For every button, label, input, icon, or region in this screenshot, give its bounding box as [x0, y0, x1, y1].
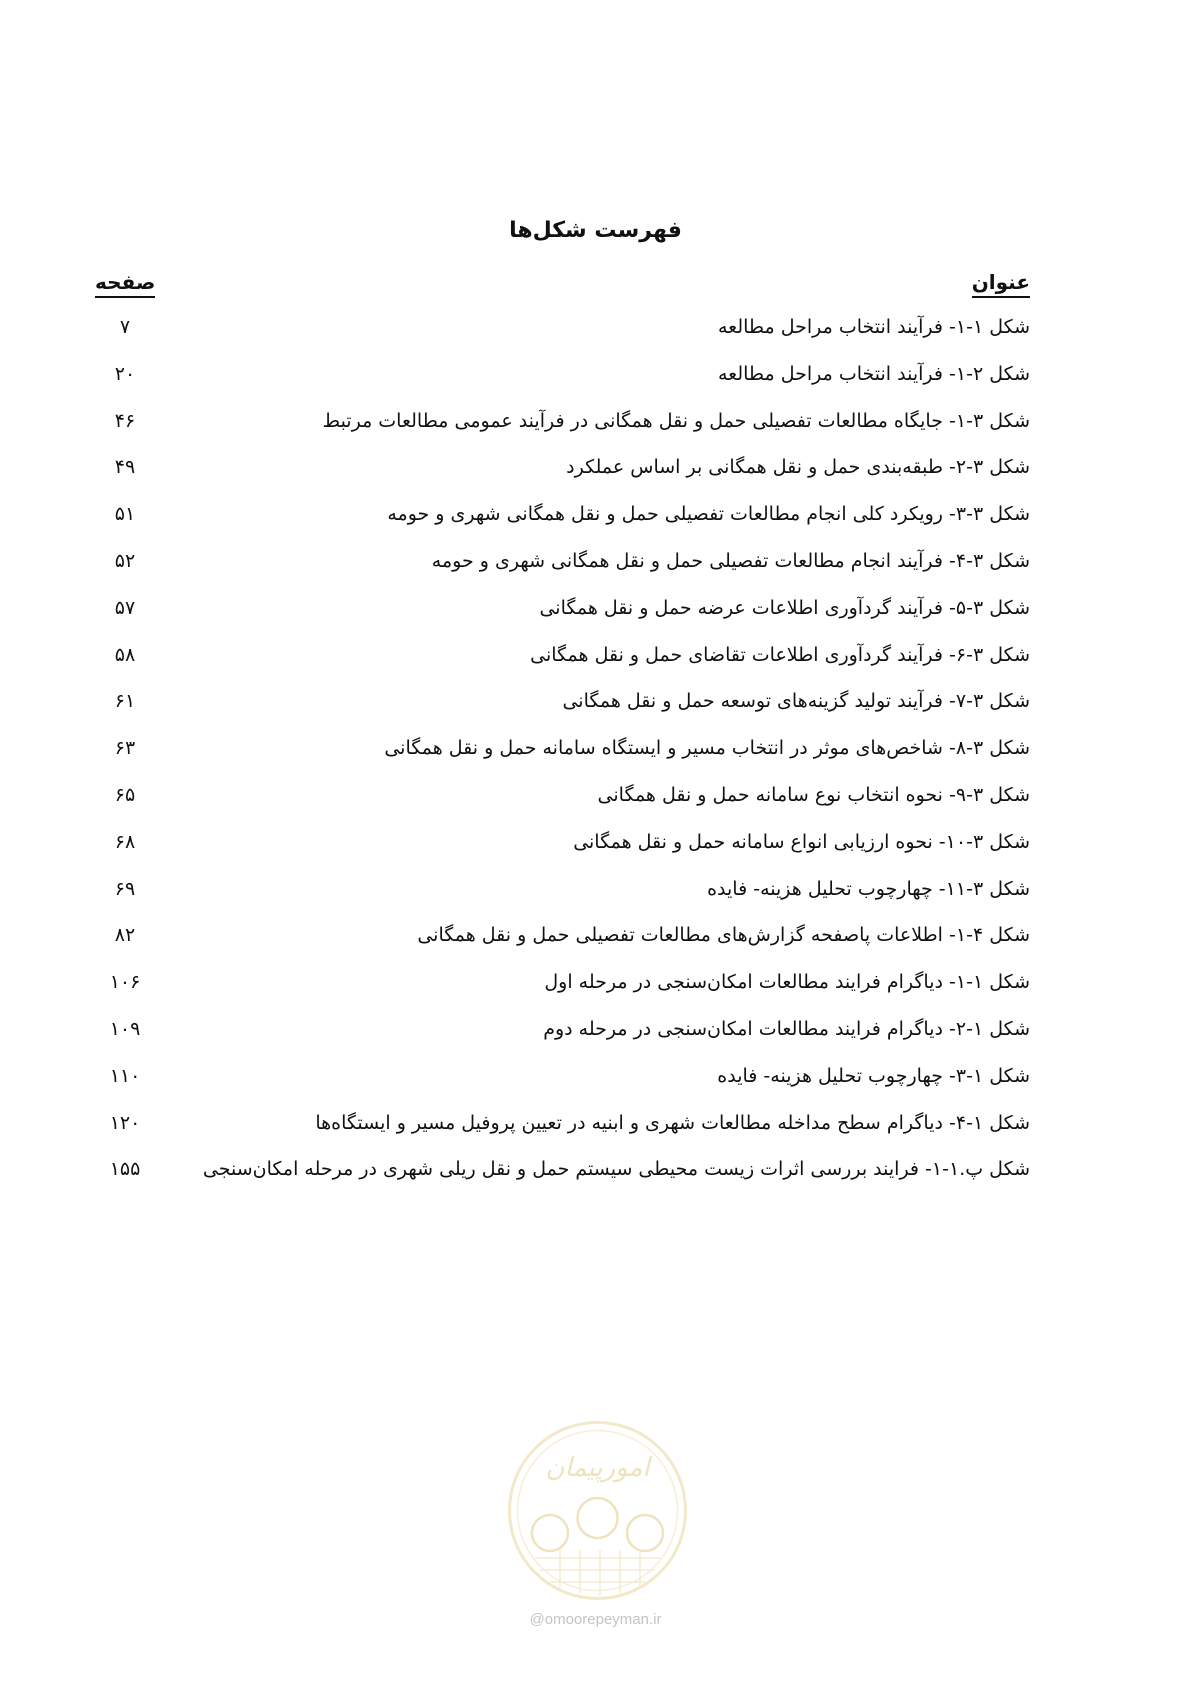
figure-entry[interactable]: [95, 591, 1030, 638]
figure-entry-label: شکل پ.۱-۱- فرایند بررسی اثرات زیست محیطی سیستم حمل و نقل ریلی شهری در مرحله امکان‌سنجی: [202, 1158, 1030, 1181]
figure-entry-page-number: ۵۲: [114, 549, 136, 572]
figure-entry-page-number: ۴۶: [114, 409, 136, 432]
figure-entry[interactable]: [95, 918, 1030, 965]
figure-entry-label: شکل ۱-۴- دیاگرام سطح مداخله مطالعات شهری و ابنیه در تعیین پروفیل مسیر و ایستگاه‌ها: [315, 1111, 1030, 1134]
figure-entry-page-number: ۸۲: [114, 924, 136, 947]
figure-entry[interactable]: [95, 497, 1030, 544]
figure-entry-label: شکل ۳-۴- فرآیند انجام مطالعات تفصیلی حمل و نقل همگانی شهری و حومه: [431, 549, 1030, 572]
figure-entry-label: شکل ۴-۱- اطلاعات پاصفحه گزارش‌های مطالعات تفصیلی حمل و نقل همگانی: [417, 924, 1030, 947]
figure-entry-page-number: ۱۱۰: [109, 1064, 141, 1087]
figure-entry[interactable]: [95, 965, 1030, 1012]
figure-list: [95, 310, 1030, 1199]
figure-entry-label: شکل ۱-۱- دیاگرام فرایند مطالعات امکان‌سنجی در مرحله اول: [544, 971, 1030, 994]
figure-entry-page-number: ۶۵: [114, 783, 136, 806]
header-title-label: عنوان: [972, 268, 1030, 298]
figure-entry-page-number: ۶۸: [114, 830, 136, 853]
figure-entry[interactable]: [95, 638, 1030, 685]
figure-entry-label: شکل ۳-۵- فرآیند گردآوری اطلاعات عرضه حمل و نقل همگانی: [539, 596, 1030, 619]
figure-entry-label: شکل ۱-۳- چهارچوب تحلیل هزینه- فایده: [717, 1064, 1030, 1087]
watermark-logo: [505, 1418, 690, 1603]
figure-entry[interactable]: [95, 825, 1030, 872]
figure-entry[interactable]: [95, 1012, 1030, 1059]
figure-entry[interactable]: [95, 684, 1030, 731]
page-title: فهرست شکل‌ها: [509, 218, 682, 243]
watermark-url: @omoorepeyman.ir: [529, 1611, 662, 1628]
figure-entry-page-number: ۱۰۹: [109, 1017, 141, 1040]
figure-entry-label: شکل ۳-۳- رویکرد کلی انجام مطالعات تفصیلی حمل و نقل همگانی شهری و حومه: [387, 503, 1030, 526]
figure-entry[interactable]: [95, 357, 1030, 404]
figure-entry-label: شکل ۳-۱- جایگاه مطالعات تفصیلی حمل و نقل همگانی در فرآیند عمومی مطالعات مرتبط: [322, 409, 1030, 432]
header-page-label: صفحه: [95, 268, 155, 298]
figure-entry[interactable]: [95, 450, 1030, 497]
figure-entry[interactable]: [95, 310, 1030, 357]
figure-entry-label: شکل ۳-۲- طبقه‌بندی حمل و نقل همگانی بر اساس عملکرد: [566, 456, 1030, 479]
figure-entry[interactable]: [95, 872, 1030, 919]
figure-entry-label: شکل ۳-۶- فرآیند گردآوری اطلاعات تقاضای حمل و نقل همگانی: [530, 643, 1030, 666]
figure-entry-page-number: ۵۸: [114, 643, 136, 666]
toc-header: [95, 268, 1030, 302]
watermark-logo-text: امورپیمان: [545, 1453, 650, 1483]
figure-entry-label: شکل ۲-۱- فرآیند انتخاب مراحل مطالعه: [717, 362, 1030, 385]
figure-entry-page-number: ۶۱: [114, 690, 136, 713]
figure-entry-page-number: ۱۵۵: [109, 1158, 141, 1181]
figure-entry-label: شکل ۱-۲- دیاگرام فرایند مطالعات امکان‌سنجی در مرحله دوم: [543, 1017, 1030, 1040]
figure-entry-page-number: ۴۹: [114, 456, 136, 479]
figure-entry[interactable]: [95, 544, 1030, 591]
figure-entry-page-number: ۵۷: [114, 596, 136, 619]
figure-entry-page-number: ۷: [119, 316, 131, 338]
figure-entry-page-number: ۲۰: [114, 362, 136, 385]
figure-entry-label: شکل ۱-۱- فرآیند انتخاب مراحل مطالعه: [717, 316, 1030, 338]
figure-entry-page-number: ۱۰۶: [109, 971, 141, 994]
figure-entry-page-number: ۶۹: [114, 877, 136, 900]
figure-entry-page-number: ۵۱: [114, 503, 136, 526]
figure-entry-page-number: ۶۳: [114, 737, 136, 760]
figure-entry[interactable]: [95, 1152, 1030, 1199]
figure-entry[interactable]: [95, 731, 1030, 778]
figure-entry-label: شکل ۳-۱۱- چهارچوب تحلیل هزینه- فایده: [707, 877, 1030, 900]
figure-entry-label: شکل ۳-۹- نحوه انتخاب نوع سامانه حمل و نقل همگانی: [597, 783, 1030, 806]
figure-entry[interactable]: [95, 778, 1030, 825]
figure-entry-label: شکل ۳-۱۰- نحوه ارزیابی انواع سامانه حمل و نقل همگانی: [573, 830, 1030, 853]
figure-entry-label: شکل ۳-۸- شاخص‌های موثر در انتخاب مسیر و ایستگاه سامانه حمل و نقل همگانی: [384, 737, 1030, 760]
figure-entry[interactable]: [95, 1106, 1030, 1153]
figure-entry-label: شکل ۳-۷- فرآیند تولید گزینه‌های توسعه حمل و نقل همگانی: [562, 690, 1030, 713]
figure-entry[interactable]: [95, 404, 1030, 451]
figure-entry[interactable]: [95, 1059, 1030, 1106]
figure-entry-page-number: ۱۲۰: [109, 1111, 141, 1134]
